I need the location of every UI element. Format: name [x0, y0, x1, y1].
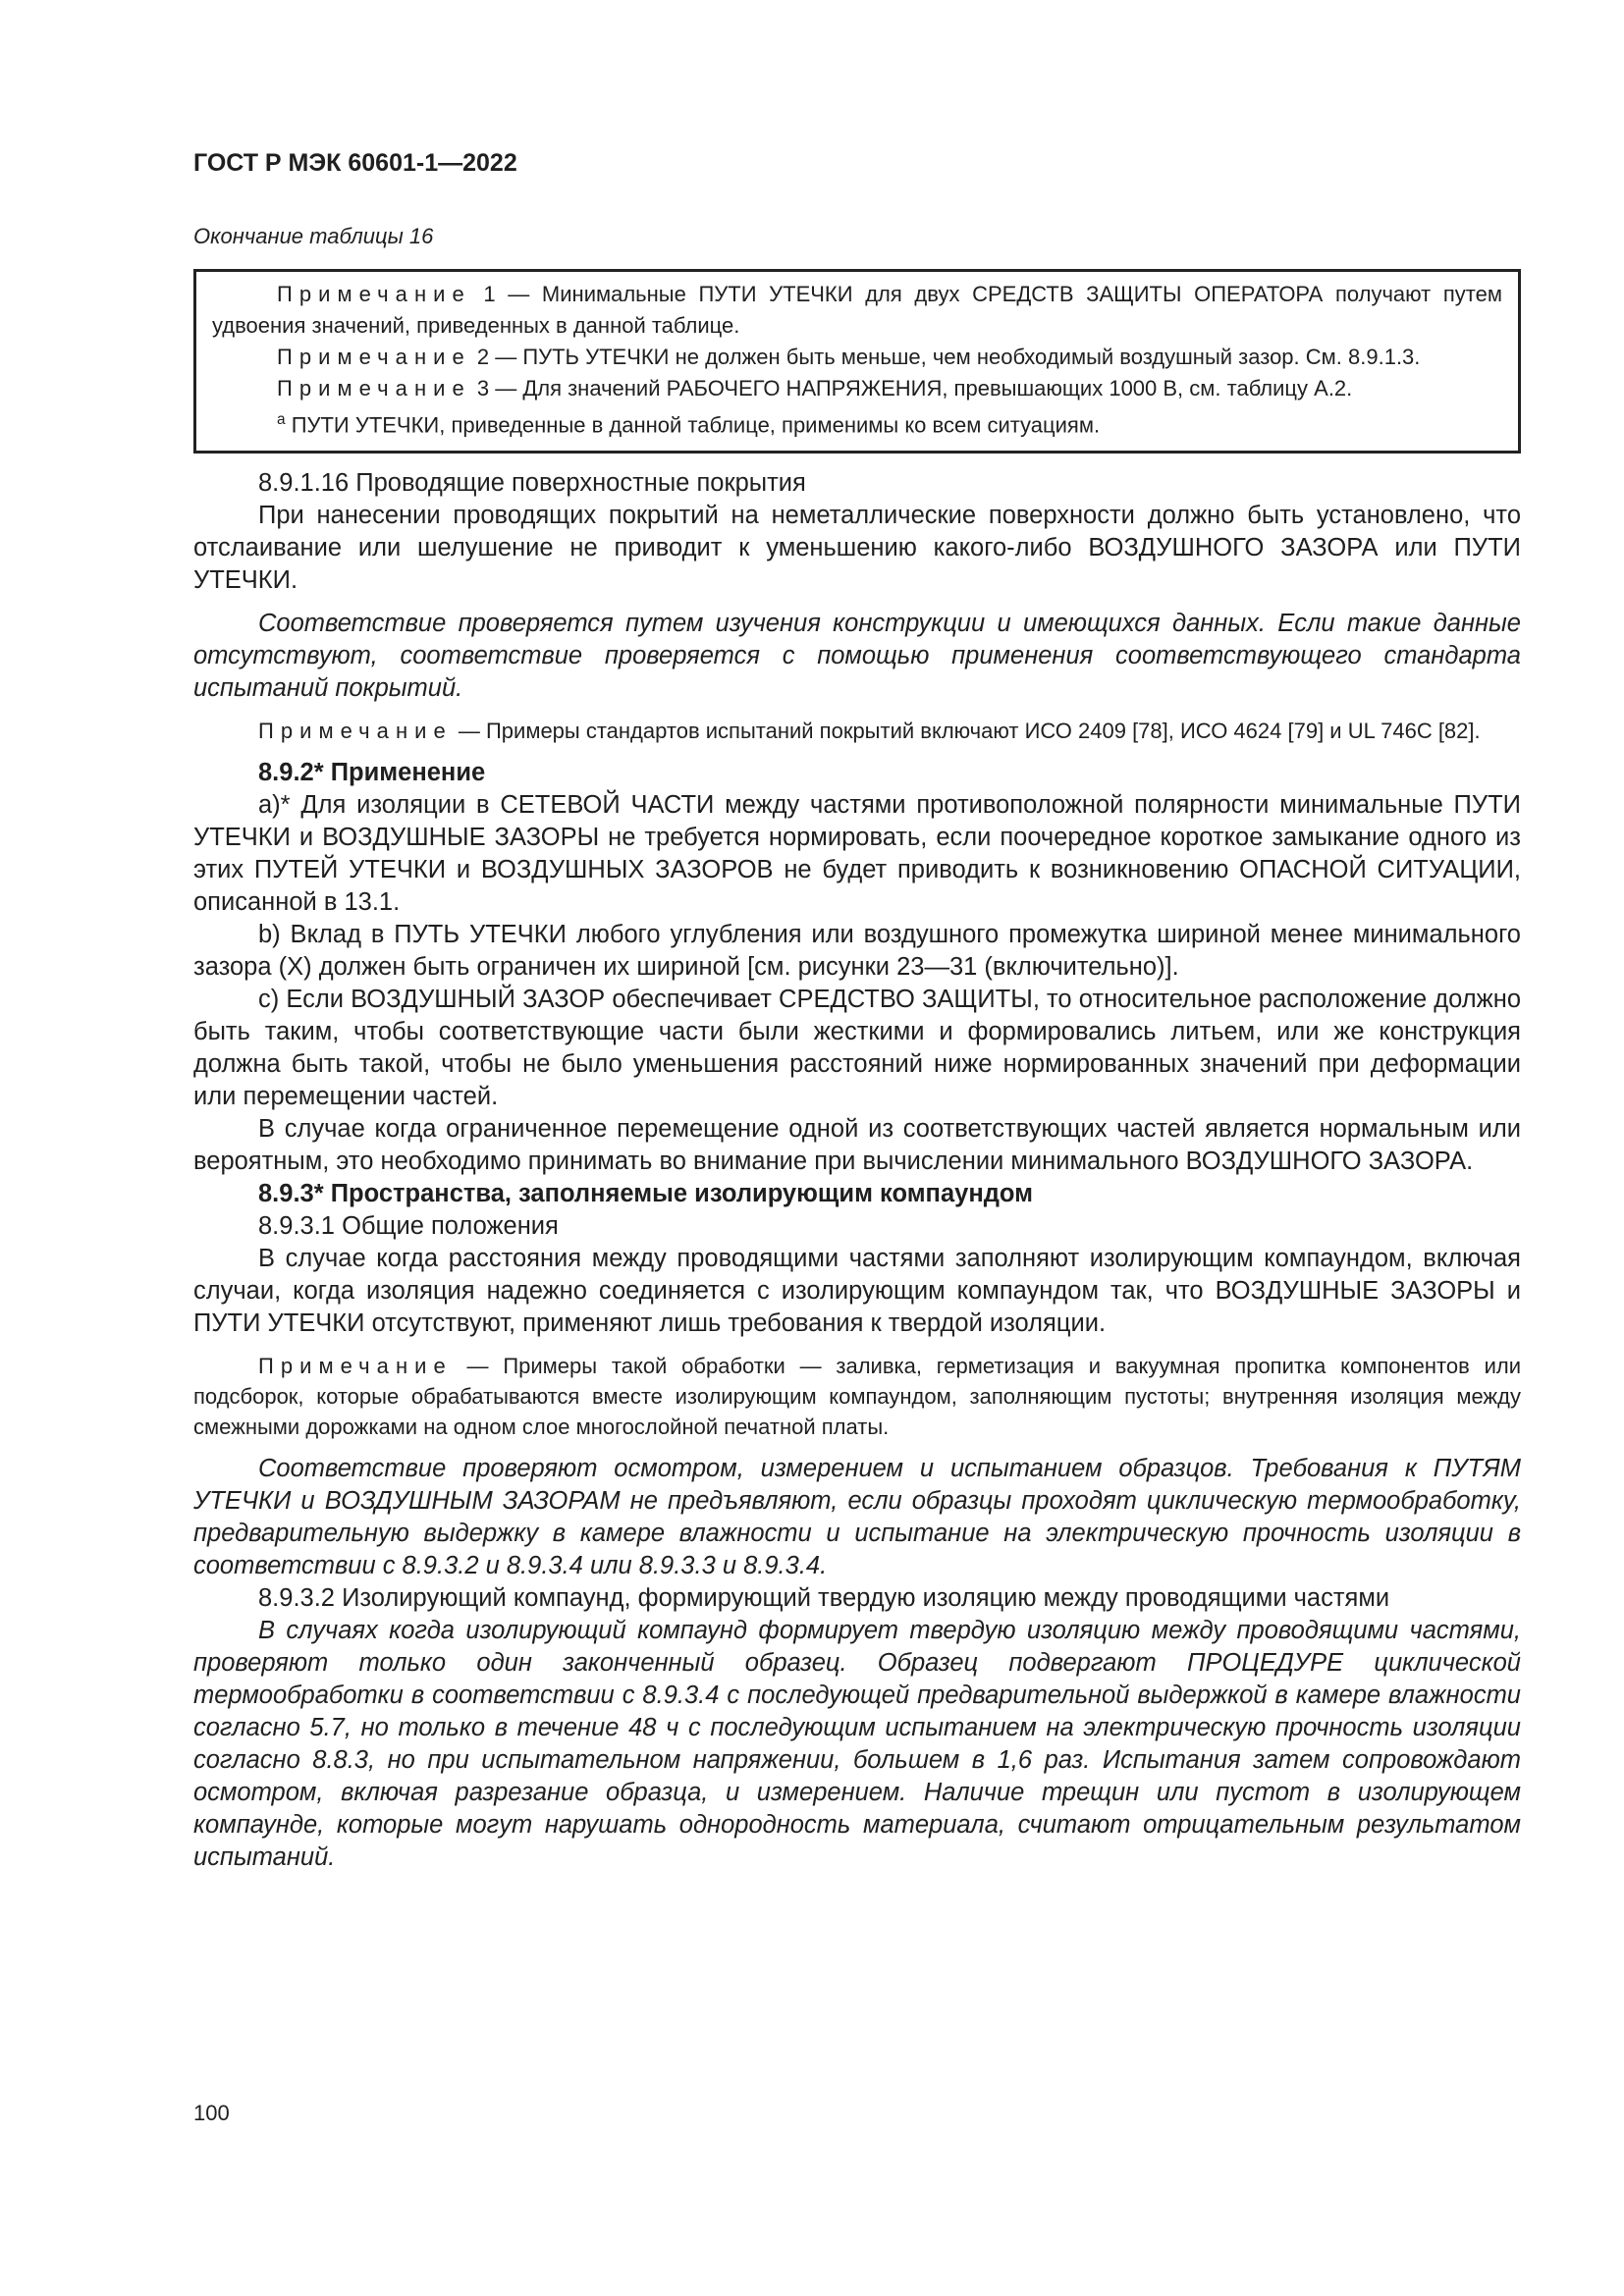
note-text: 2 — ПУТЬ УТЕЧКИ не должен быть меньше, чем необходимый воздушный зазор. См. 8.9.1.3. — [476, 345, 1421, 369]
section-8-9-3-1-title: 8.9.3.1 Общие положения — [258, 1212, 559, 1241]
paragraph-item-a: a)* Для изоляции в СЕТЕВОЙ ЧАСТИ между частями противоположной полярности минимальные ПУТИ УТЕЧКИ и ВОЗДУШНЫЕ ЗАЗОРЫ не требуется нормировать, если поочередное короткое замыкание одного из этих ПУТЕЙ УТЕЧКИ и ВОЗДУШНЫХ ЗАЗОРОВ не будет приводить к возникновению ОПАСНОЙ СИТУАЦИИ, описанной в 13.1. — [193, 791, 1521, 917]
paragraph: В случае когда расстояния между проводящими частями заполняют изолирующим компаундом, включая случаи, когда изоляция надежно соединяется с изолирующим компаундом так, что ВОЗДУШНЫЕ ЗАЗОРЫ и ПУТИ УТЕЧКИ отсутствуют, применяют лишь требования к твердой изоляции. — [193, 1245, 1521, 1338]
section-8-9-3-2-title: 8.9.3.2 Изолирующий компаунд, формирующий твердую изоляцию между проводящими частями — [258, 1584, 1390, 1613]
section-8-9-1-16-title: 8.9.1.16 Проводящие поверхностные покрытия — [258, 469, 806, 498]
paragraph-item-b: b) Вклад в ПУТЬ УТЕЧКИ любого углубления или воздушного промежутка шириной менее минимального зазора (X) должен быть ограничен их шириной [см. рисунки 23—31 (включительно)]. — [193, 921, 1521, 982]
table-notes-box — [193, 269, 1521, 454]
note-text: 1 — Минимальные ПУТИ УТЕЧКИ для двух СРЕДСТВ ЗАЩИТЫ ОПЕРАТОРА получают путем удвоения значений, приведенных в данной таблице. — [212, 282, 1502, 338]
section-8-9-2-title: 8.9.2* Применение — [258, 759, 486, 787]
footnote-text: ПУТИ УТЕЧКИ, приведенные в данной таблице, применимы ко всем ситуациям. — [291, 412, 1101, 438]
body-text — [193, 467, 1521, 1874]
standard-code: ГОСТ Р МЭК 60601-1—2022 — [193, 149, 517, 177]
table-footnote-a — [212, 404, 1502, 441]
table-note-3 — [212, 373, 1502, 404]
note-label: Примечание — [277, 376, 471, 400]
section-8-9-3-title: 8.9.3* Пространства, заполняемые изолирующим компаундом — [258, 1180, 1034, 1208]
page-content — [193, 224, 1521, 1874]
section-note — [193, 1351, 1521, 1442]
table-note-1 — [212, 279, 1502, 342]
table-note-2 — [212, 342, 1502, 373]
compliance-paragraph: Соответствие проверяется путем изучения конструкции и имеющихся данных. Если такие данные отсутствуют, соответствие проверяется с помощью применения соответствующего стандарта испытаний покрытий. — [193, 610, 1521, 703]
paragraph: При нанесении проводящих покрытий на неметаллические поверхности должно быть установлено, что отслаивание или шелушение не приводит к уменьшению какого-либо ВОЗДУШНОГО ЗАЗОРА или ПУТИ УТЕЧКИ. — [193, 502, 1521, 595]
page-number: 100 — [193, 2101, 230, 2125]
note-label: Примечание — [277, 345, 471, 369]
compliance-paragraph: В случаях когда изолирующий компаунд формирует твердую изоляцию между проводящими частями, проверяют только один законченный образец. Образец подвергают ПРОЦЕДУРЕ циклической термообработки в соответствии с 8.9.3.4 с последующей предварительной выдержкой в камере влажности согласно 5.7, но только в течение 48 ч с последующим испытанием на электрическую прочность изоляции согласно 8.8.3, но при испытательном напряжении, большем в 1,6 раз. Испытания затем сопровождают осмотром, включая разрезание образца, и измерением. Наличие трещин или пустот в изолирующем компаунде, которые могут нарушать однородность материала, считают отрицательным результатом испытаний. — [193, 1617, 1521, 1872]
paragraph: В случае когда ограниченное перемещение одной из соответствующих частей является нормальным или вероятным, это необходимо принимать во внимание при вычислении минимального ВОЗДУШНОГО ЗАЗОРА. — [193, 1115, 1521, 1176]
table-continuation-caption: Окончание таблицы 16 — [193, 224, 434, 248]
note-text: — Примеры такой обработки — заливка, герметизация и вакуумная пропитка компонентов или подсборок, которые обрабатываются вместе изолирующим компаундом, заполняющим пустоты; внутренняя изоляция между смежными дорожками на одном слое многослойной печатной платы. — [193, 1354, 1521, 1440]
note-text: 3 — Для значений РАБОЧЕГО НАПРЯЖЕНИЯ, превышающих 1000 В, см. таблицу А.2. — [476, 376, 1353, 400]
note-label: Примечание — [277, 282, 471, 306]
compliance-paragraph: Соответствие проверяют осмотром, измерением и испытанием образцов. Требования к ПУТЯМ УТЕЧКИ и ВОЗДУШНЫМ ЗАЗОРАМ не предъявляют, если образцы проходят циклическую термообработку, предварительную выдержку в камере влажности и испытание на электрическую прочность изоляции в соответствии с 8.9.3.2 и 8.9.3.4 или 8.9.3.3 и 8.9.3.4. — [193, 1455, 1521, 1580]
footnote-marker: a — [277, 411, 286, 428]
paragraph-item-c: c) Если ВОЗДУШНЫЙ ЗАЗОР обеспечивает СРЕДСТВО ЗАЩИТЫ, то относительное расположение должно быть таким, чтобы соответствующие части были жесткими и формировались литьем, или же конструкция должна быть такой, чтобы не было уменьшения расстояний ниже нормированных значений при деформации или перемещении частей. — [193, 986, 1521, 1111]
note-label: Примечание — [258, 719, 453, 744]
section-note — [193, 716, 1521, 746]
note-text: — Примеры стандартов испытаний покрытий включают ИСО 2409 [78], ИСО 4624 [79] и UL 746C [82]. — [458, 719, 1481, 744]
note-label: Примечание — [258, 1354, 453, 1379]
